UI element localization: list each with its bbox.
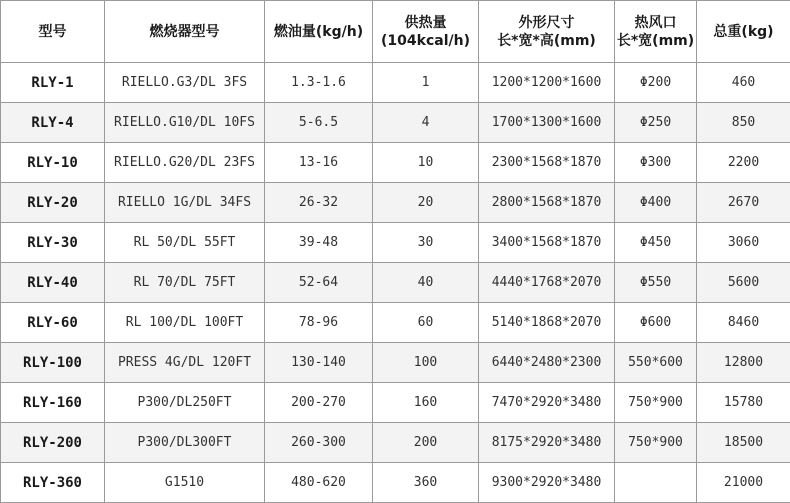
model-cell: RLY-160 <box>1 383 105 423</box>
hot-air-outlet-cell: Φ400 <box>615 183 697 223</box>
total-weight-cell: 15780 <box>697 383 790 423</box>
total-weight-cell: 5600 <box>697 263 790 303</box>
dimensions-cell: 2300*1568*1870 <box>479 143 615 183</box>
heat-supply-cell: 10 <box>373 143 479 183</box>
fuel-consumption-cell: 480-620 <box>265 463 373 503</box>
burner-model-cell: RIELLO.G20/DL 23FS <box>105 143 265 183</box>
model-cell: RLY-30 <box>1 223 105 263</box>
heat-supply-cell: 360 <box>373 463 479 503</box>
total-weight-cell: 8460 <box>697 303 790 343</box>
table-header <box>1 1 790 63</box>
dimensions-cell: 8175*2920*3480 <box>479 423 615 463</box>
fuel-consumption-cell: 5-6.5 <box>265 103 373 143</box>
total-weight-cell: 18500 <box>697 423 790 463</box>
heat-supply-cell: 4 <box>373 103 479 143</box>
table-row <box>1 343 790 383</box>
burner-model-cell: RL 50/DL 55FT <box>105 223 265 263</box>
header-fuel-consumption <box>265 1 373 63</box>
total-weight-cell: 3060 <box>697 223 790 263</box>
fuel-consumption-cell: 26-32 <box>265 183 373 223</box>
dimensions-cell: 1200*1200*1600 <box>479 63 615 103</box>
heat-supply-cell: 1 <box>373 63 479 103</box>
header-text: 供热量 <box>404 14 447 31</box>
total-weight-cell: 12800 <box>697 343 790 383</box>
total-weight-cell: 2670 <box>697 183 790 223</box>
header-heat-supply <box>373 1 479 63</box>
hot-air-outlet-cell: 750*900 <box>615 383 697 423</box>
dimensions-cell: 3400*1568*1870 <box>479 223 615 263</box>
table-body <box>1 63 790 503</box>
hot-air-outlet-cell: 550*600 <box>615 343 697 383</box>
header-text: 总重(kg) <box>713 23 774 40</box>
dimensions-cell: 1700*1300*1600 <box>479 103 615 143</box>
header-model <box>1 1 105 63</box>
header-text: 热风口 <box>634 14 677 31</box>
model-cell: RLY-360 <box>1 463 105 503</box>
burner-model-cell: RIELLO.G3/DL 3FS <box>105 63 265 103</box>
model-cell: RLY-1 <box>1 63 105 103</box>
burner-model-cell: G1510 <box>105 463 265 503</box>
model-cell: RLY-4 <box>1 103 105 143</box>
table-row <box>1 63 790 103</box>
heat-supply-cell: 40 <box>373 263 479 303</box>
table-row <box>1 183 790 223</box>
header-text: 长*宽(mm) <box>616 32 695 49</box>
heat-supply-cell: 20 <box>373 183 479 223</box>
hot-air-outlet-cell: Φ550 <box>615 263 697 303</box>
dimensions-cell: 9300*2920*3480 <box>479 463 615 503</box>
dimensions-cell: 7470*2920*3480 <box>479 383 615 423</box>
table-row <box>1 303 790 343</box>
model-cell: RLY-40 <box>1 263 105 303</box>
table-row <box>1 143 790 183</box>
total-weight-cell: 460 <box>697 63 790 103</box>
hot-air-outlet-cell: Φ600 <box>615 303 697 343</box>
header-text: (104kcal/h) <box>381 32 470 49</box>
hot-air-outlet-cell: 750*900 <box>615 423 697 463</box>
heat-supply-cell: 200 <box>373 423 479 463</box>
header-text: 长*宽*高(mm) <box>497 32 596 49</box>
fuel-consumption-cell: 78-96 <box>265 303 373 343</box>
hot-air-outlet-cell: Φ300 <box>615 143 697 183</box>
heat-supply-cell: 160 <box>373 383 479 423</box>
heat-supply-cell: 30 <box>373 223 479 263</box>
fuel-consumption-cell: 39-48 <box>265 223 373 263</box>
hot-air-outlet-cell <box>615 463 697 503</box>
hot-air-outlet-cell: Φ450 <box>615 223 697 263</box>
dimensions-cell: 2800*1568*1870 <box>479 183 615 223</box>
dimensions-cell: 6440*2480*2300 <box>479 343 615 383</box>
heat-supply-cell: 60 <box>373 303 479 343</box>
table-row <box>1 103 790 143</box>
table-row <box>1 263 790 303</box>
header-dimensions <box>479 1 615 63</box>
fuel-consumption-cell: 260-300 <box>265 423 373 463</box>
hot-air-outlet-cell: Φ250 <box>615 103 697 143</box>
fuel-consumption-cell: 130-140 <box>265 343 373 383</box>
dimensions-cell: 5140*1868*2070 <box>479 303 615 343</box>
total-weight-cell: 2200 <box>697 143 790 183</box>
table-row <box>1 423 790 463</box>
total-weight-cell: 21000 <box>697 463 790 503</box>
fuel-consumption-cell: 200-270 <box>265 383 373 423</box>
model-cell: RLY-10 <box>1 143 105 183</box>
header-text: 外形尺寸 <box>518 14 575 31</box>
header-hot-air-outlet <box>615 1 697 63</box>
burner-model-cell: RIELLO.G10/DL 10FS <box>105 103 265 143</box>
fuel-consumption-cell: 52-64 <box>265 263 373 303</box>
header-text: 型号 <box>38 23 67 40</box>
model-cell: RLY-20 <box>1 183 105 223</box>
header-text: 燃烧器型号 <box>149 23 220 40</box>
model-cell: RLY-60 <box>1 303 105 343</box>
hot-air-outlet-cell: Φ200 <box>615 63 697 103</box>
model-cell: RLY-100 <box>1 343 105 383</box>
dimensions-cell: 4440*1768*2070 <box>479 263 615 303</box>
table-row <box>1 223 790 263</box>
header-burner-model <box>105 1 265 63</box>
burner-model-cell: P300/DL250FT <box>105 383 265 423</box>
model-cell: RLY-200 <box>1 423 105 463</box>
table-row <box>1 463 790 503</box>
burner-model-cell: RL 100/DL 100FT <box>105 303 265 343</box>
header-total-weight <box>697 1 790 63</box>
header-text: 燃油量(kg/h) <box>273 23 364 40</box>
burner-model-cell: RIELLO 1G/DL 34FS <box>105 183 265 223</box>
fuel-consumption-cell: 1.3-1.6 <box>265 63 373 103</box>
burner-model-cell: P300/DL300FT <box>105 423 265 463</box>
header-row <box>1 1 790 63</box>
total-weight-cell: 850 <box>697 103 790 143</box>
heat-supply-cell: 100 <box>373 343 479 383</box>
table-row <box>1 383 790 423</box>
burner-model-cell: RL 70/DL 75FT <box>105 263 265 303</box>
fuel-consumption-cell: 13-16 <box>265 143 373 183</box>
burner-model-cell: PRESS 4G/DL 120FT <box>105 343 265 383</box>
